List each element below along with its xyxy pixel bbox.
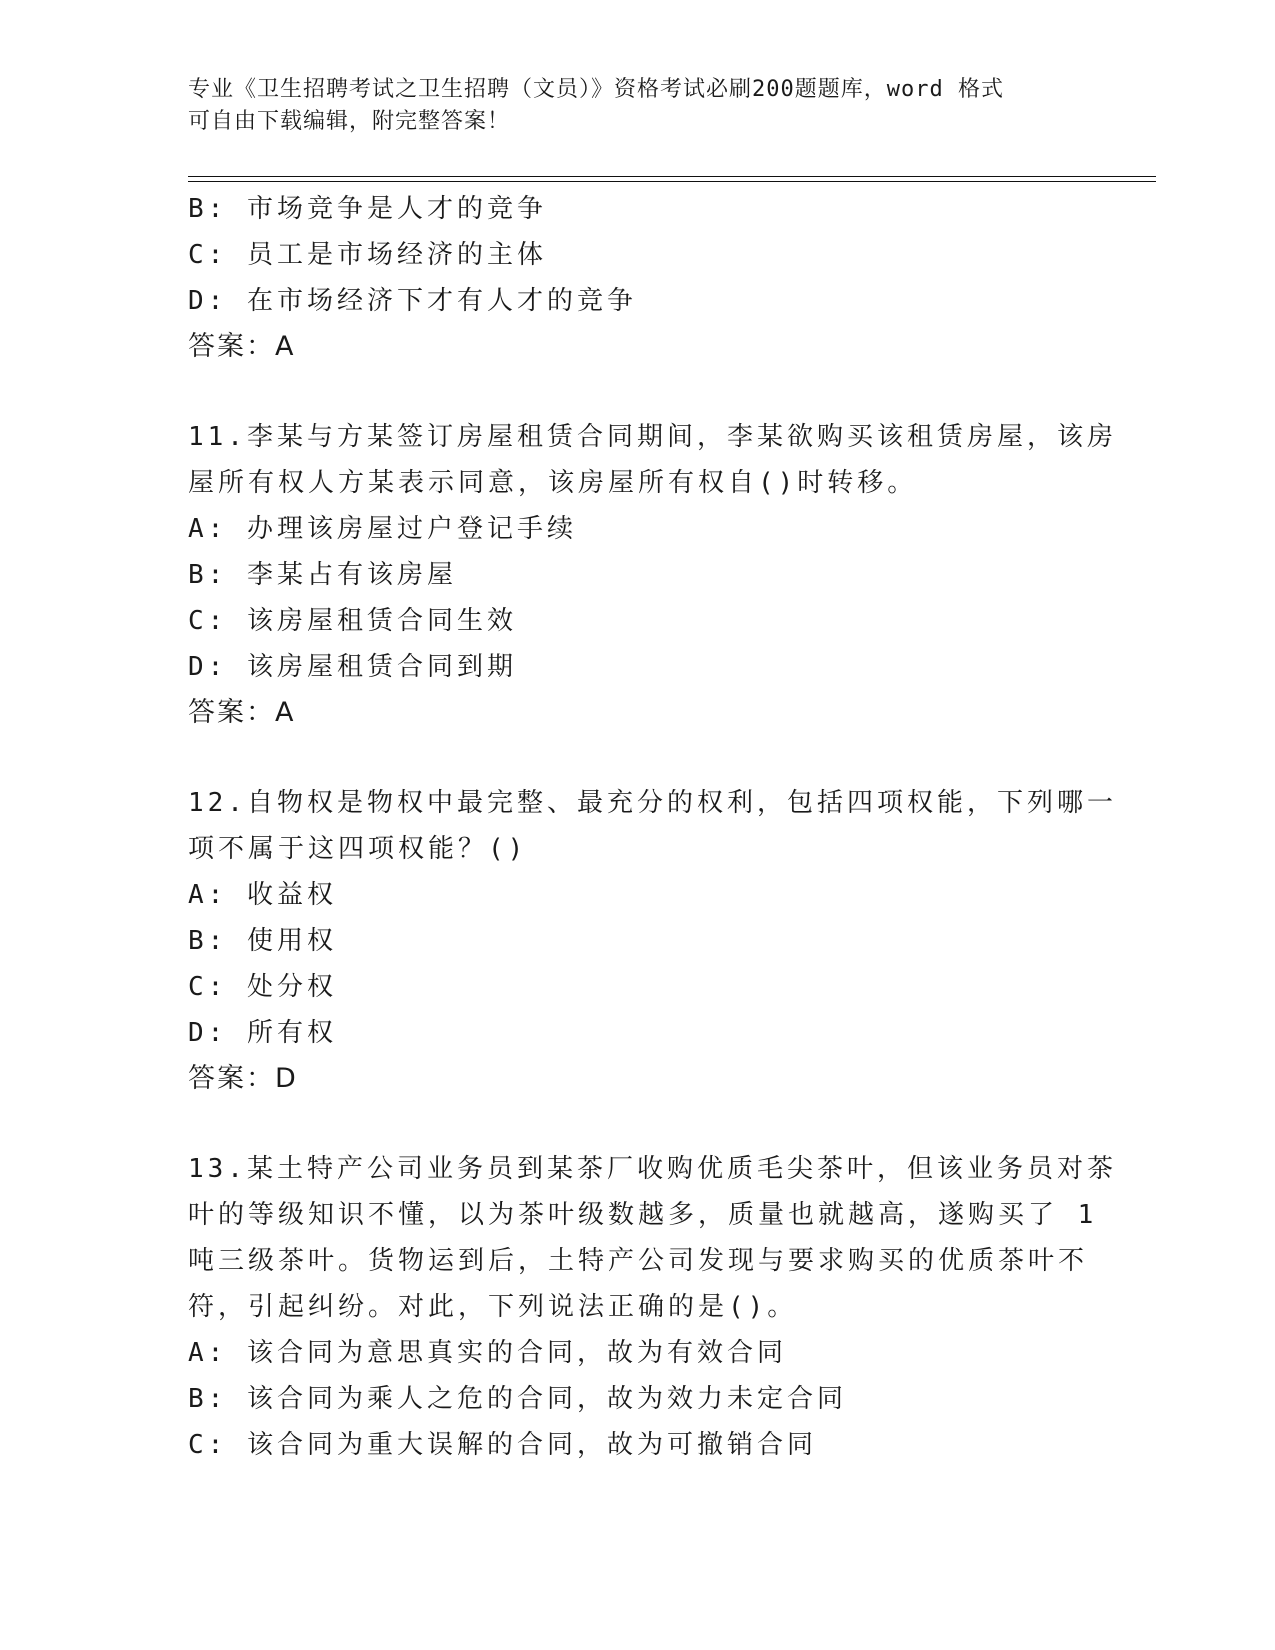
question-stem-line: 12.自物权是物权中最完整、最充分的权利，包括四项权能，下列哪一 (188, 788, 1117, 818)
option-d: D: 所有权 (188, 1018, 337, 1048)
question-stem-line: 13.某土特产公司业务员到某茶厂收购优质毛尖茶叶，但该业务员对茶 (188, 1154, 1117, 1184)
spacer (188, 1102, 1088, 1146)
question-block-12 (188, 780, 1117, 1102)
answer-line: 答案：A (188, 697, 296, 728)
option-a: A: 办理该房屋过户登记手续 (188, 514, 577, 544)
option-b: B: 李某占有该房屋 (188, 560, 457, 590)
option-c: C: 该合同为重大误解的合同，故为可撤销合同 (188, 1430, 817, 1460)
header-divider-bottom (188, 181, 1156, 182)
question-block-previous (188, 186, 1088, 370)
header-title-line-2: 可自由下载编辑，附完整答案！ (188, 109, 511, 134)
spacer (188, 370, 1088, 414)
question-block-13 (188, 1146, 1117, 1468)
header-divider-top (188, 176, 1156, 177)
option-d: D: 在市场经济下才有人才的竞争 (188, 286, 637, 316)
option-c: C: 处分权 (188, 972, 337, 1002)
option-c: C: 该房屋租赁合同生效 (188, 606, 517, 636)
option-b: B: 市场竞争是人才的竞争 (188, 194, 547, 224)
option-b: B: 该合同为乘人之危的合同，故为效力未定合同 (188, 1384, 847, 1414)
question-stem-line: 吨三级茶叶。货物运到后，土特产公司发现与要求购买的优质茶叶不 (188, 1246, 1089, 1276)
spacer (188, 736, 1088, 780)
option-c: C: 员工是市场经济的主体 (188, 240, 547, 270)
answer-line: 答案：D (188, 1063, 298, 1094)
question-stem-line: 屋所有权人方某表示同意，该房屋所有权自()时转移。 (188, 468, 918, 498)
question-block-11 (188, 414, 1117, 736)
header-title-line-1: 专业《卫生招聘考试之卫生招聘（文员）》资格考试必刷200题题库，word 格式 (188, 77, 1004, 102)
question-stem-line: 11.李某与方某签订房屋租赁合同期间，李某欲购买该租赁房屋，该房 (188, 422, 1117, 452)
question-stem-line: 叶的等级知识不懂，以为茶叶级数越多，质量也就越高，遂购买了 1 (188, 1200, 1098, 1230)
question-list (188, 186, 1117, 1468)
question-stem-line: 项不属于这四项权能？() (188, 834, 528, 864)
option-a: A: 该合同为意思真实的合同，故为有效合同 (188, 1338, 787, 1368)
answer-line: 答案：A (188, 331, 296, 362)
option-b: B: 使用权 (188, 926, 337, 956)
page-header (188, 74, 1088, 138)
option-d: D: 该房屋租赁合同到期 (188, 652, 517, 682)
question-stem-line: 符，引起纠纷。对此，下列说法正确的是()。 (188, 1292, 798, 1322)
option-a: A: 收益权 (188, 880, 337, 910)
